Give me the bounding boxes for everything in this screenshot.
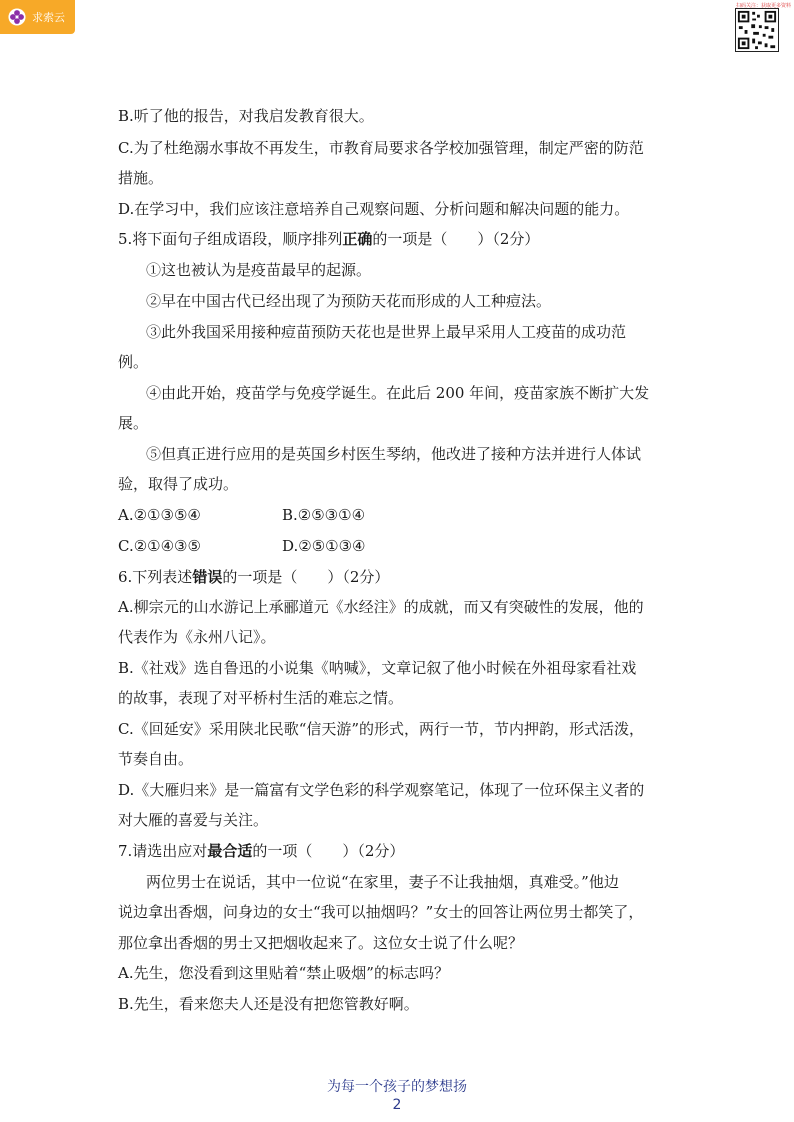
- qr-code-icon: [735, 8, 779, 52]
- option-6c-line1: C.《回延安》采用陕北民歌“信天游”的形式，两行一节，节内押韵，形式活泼，: [118, 720, 645, 738]
- sentence-4-line1: ④由此开始，疫苗学与免疫学诞生。在此后 200 年间，疫苗家族不断扩大发: [146, 384, 650, 402]
- sentence-2: ②早在中国古代已经出现了为预防天花而形成的人工种痘法。: [146, 292, 552, 310]
- passage-7-line3: 那位拿出香烟的男士又把烟收起来了。这位女士说了什么呢？: [118, 934, 524, 952]
- option-6d-line1: D.《大雁归来》是一篇富有文学色彩的科学观察笔记，体现了一位环保主义者的: [118, 781, 645, 799]
- option-4d: D.在学习中，我们应该注意培养自己观察问题、分析问题和解决问题的能力。: [118, 200, 630, 218]
- question-7: 7.请选出应对最合适的一项（ ）（2分）: [118, 842, 405, 860]
- qr-caption: 扫码关注：获取更多资料: [736, 3, 792, 9]
- sentence-5-line1: ⑤但真正进行应用的是英国乡村医生琴纳，他改进了接种方法并进行人体试: [146, 445, 642, 463]
- option-7a: A.先生，您没看到这里贴着“禁止吸烟”的标志吗？: [118, 964, 449, 982]
- page-number: 2: [392, 1097, 402, 1113]
- passage-7-line2: 说边拿出香烟，问身边的女士“我可以抽烟吗？”女士的回答让两位男士都笑了，: [118, 903, 644, 921]
- sentence-1: ①这也被认为是疫苗最早的起源。: [146, 261, 372, 279]
- option-4b: B.听了他的报告，对我启发教育很大。: [118, 107, 374, 125]
- sentence-4-line2: 展。: [118, 414, 149, 432]
- sentence-5-line2: 验，取得了成功。: [118, 475, 239, 493]
- option-5c: C.②①④③⑤: [118, 537, 201, 555]
- footer-slogan: 为每一个孩子的梦想扬: [327, 1079, 467, 1095]
- sentence-3-line1: ③此外我国采用接种痘苗预防天花也是世界上最早采用人工疫苗的成功范: [146, 323, 627, 341]
- question-5: 5.将下面句子组成语段，顺序排列正确的一项是（ ）（2分）: [118, 230, 540, 248]
- option-7b: B.先生，看来您夫人还是没有把您管教好啊。: [118, 995, 419, 1013]
- option-4c-line2: 措施。: [118, 169, 164, 187]
- option-5a: A.②①③⑤④: [118, 506, 201, 524]
- logo-text: 求索云: [32, 11, 65, 24]
- option-4c-line1: C.为了杜绝溺水事故不再发生，市教育局要求各学校加强管理，制定严密的防范: [118, 139, 644, 157]
- option-6a-line1: A.柳宗元的山水游记上承郦道元《水经注》的成就，而又有突破性的发展，他的: [118, 598, 644, 616]
- sentence-3-line2: 例。: [118, 353, 149, 371]
- passage-7-line1: 两位男士在说话，其中一位说“在家里，妻子不让我抽烟，真难受。”他边: [146, 873, 619, 891]
- option-5b: B.②⑤③①④: [282, 506, 366, 524]
- question-6: 6.下列表述错误的一项是（ ）（2分）: [118, 568, 390, 586]
- option-6c-line2: 节奏自由。: [118, 750, 194, 768]
- logo: [0, 0, 75, 34]
- option-6a-line2: 代表作为《永州八记》。: [118, 628, 276, 646]
- option-6b-line1: B.《社戏》选自鲁迅的小说集《呐喊》，文章记叙了他小时候在外祖母家看社戏: [118, 659, 637, 677]
- option-5d: D.②⑤①③④: [282, 537, 366, 555]
- option-6b-line2: 的故事，表现了对平桥村生活的难忘之情。: [118, 689, 404, 707]
- flower-logo-icon: [8, 8, 26, 26]
- option-6d-line2: 对大雁的喜爱与关注。: [118, 811, 269, 829]
